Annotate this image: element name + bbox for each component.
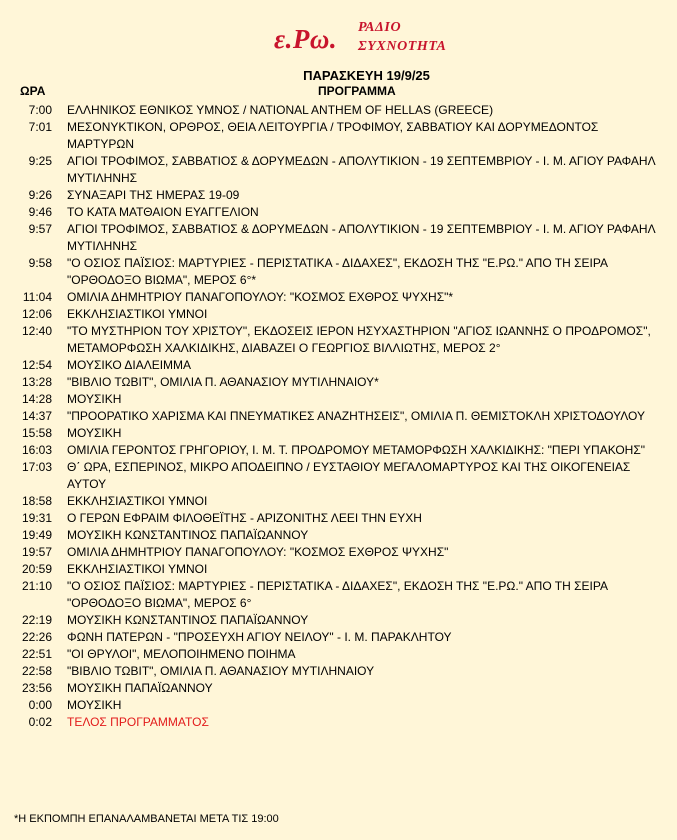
schedule-time: 7:01 — [28, 120, 52, 134]
schedule-time: 14:28 — [21, 392, 52, 406]
schedule-program: ΜΟΥΣΙΚΗ ΠΑΠΑΪΩΑΝΝΟΥ — [67, 681, 213, 695]
footnote: *Η ΕΚΠΟΜΠΗ ΕΠΑΝΑΛΑΜΒΑΝΕΤΑΙ ΜΕΤΑ ΤΙΣ 19:00 — [14, 813, 279, 825]
schedule-row — [0, 680, 677, 697]
program-column-header: ΠΡΟΓΡΑΜΜΑ — [318, 84, 396, 98]
schedule-program: ΜΟΥΣΙΚΗ — [67, 698, 122, 712]
schedule-program: ΕΚΚΛΗΣΙΑΣΤΙΚΟΙ ΥΜΝΟΙ — [67, 494, 208, 508]
schedule-row — [0, 442, 677, 459]
schedule-time: 13:28 — [21, 375, 52, 389]
schedule-row — [0, 578, 677, 612]
schedule-row — [0, 289, 677, 306]
schedule-time: 21:10 — [21, 579, 52, 593]
schedule-row — [0, 544, 677, 561]
schedule-time: 12:40 — [21, 324, 52, 338]
schedule-program: ΑΓΙΟΙ ΤΡΟΦΙΜΟΣ, ΣΑΒΒΑΤΙΟΣ & ΔΟΡΥΜΕΔΩΝ - ΑΠΟΛΥΤΙΚΙΟΝ - 19 ΣΕΠΤΕΜΒΡΙΟΥ - Ι. Μ. ΑΓΙΟΥ ΡΑΦΑΗΛ ΜΥΤΙΛΗΝΗΣ — [67, 154, 655, 185]
schedule-time: 16:03 — [21, 443, 52, 457]
station-logo — [0, 22, 677, 62]
schedule-time: 9:26 — [28, 188, 52, 202]
schedule-program: ΤΟ ΚΑΤΑ ΜΑΤΘΑΙΟΝ ΕΥΑΓΓΕΛΙΟΝ — [67, 205, 259, 219]
schedule-row — [0, 663, 677, 680]
logo-line-2: ΣΥΧΝΟΤΗΤΑ — [358, 39, 447, 54]
schedule-row — [0, 714, 677, 731]
schedule-program: "ΒΙΒΛΙΟ ΤΩΒΙΤ", ΟΜΙΛΙΑ Π. ΑΘΑΝΑΣΙΟΥ ΜΥΤΙΛΗΝΑΙΟΥ* — [67, 375, 379, 389]
schedule-program: ΟΜΙΛΙΑ ΓΕΡΟΝΤΟΣ ΓΡΗΓΟΡΙΟΥ, Ι. Μ. Τ. ΠΡΟΔΡΟΜΟΥ ΜΕΤΑΜΟΡΦΩΣΗ ΧΑΛΚΙΔΙΚΗΣ: "ΠΕΡΙ ΥΠΑΚΟΗΣ" — [67, 443, 646, 457]
schedule-time: 15:58 — [21, 426, 52, 440]
schedule-program: ΕΛΛΗΝΙΚΟΣ ΕΘΝΙΚΟΣ ΥΜΝΟΣ / NATIONAL ANTHEM OF HELLAS (GREECE) — [67, 103, 494, 117]
schedule-program: Ο ΓΕΡΩΝ ΕΦΡΑΙΜ ΦΙΛΟΘΕΪΤΗΣ - ΑΡΙΖΟΝΙΤΗΣ ΛΕΕΙ ΤΗΝ ΕΥΧΗ — [67, 511, 422, 525]
schedule-row — [0, 102, 677, 119]
schedule-time: 14:37 — [21, 409, 52, 423]
schedule-row — [0, 323, 677, 357]
schedule-row — [0, 629, 677, 646]
schedule-time: 19:49 — [21, 528, 52, 542]
schedule-time: 22:51 — [21, 647, 52, 661]
schedule-time: 12:54 — [21, 358, 52, 372]
schedule-program: "Ο ΟΣΙΟΣ ΠΑΪΣΙΟΣ: ΜΑΡΤΥΡΙΕΣ - ΠΕΡΙΣΤΑΤΙΚΑ - ΔΙΔΑΧΕΣ", ΕΚΔΟΣΗ ΤΗΣ "Ε.ΡΩ." ΑΠΟ ΤΗ ΣΕΙΡΑ "ΟΡΘΟΔΟΞΟ ΒΙΩΜΑ", ΜΕΡΟΣ 6°* — [67, 256, 608, 287]
schedule-program: ΦΩΝΗ ΠΑΤΕΡΩΝ - "ΠΡΟΣΕΥΧΗ ΑΓΙΟΥ ΝΕΙΛΟΥ" - Ι. Μ. ΠΑΡΑΚΛΗΤΟΥ — [67, 630, 452, 644]
schedule-row — [0, 306, 677, 323]
schedule-time: 19:31 — [21, 511, 52, 525]
schedule-program: ΑΓΙΟΙ ΤΡΟΦΙΜΟΣ, ΣΑΒΒΑΤΙΟΣ & ΔΟΡΥΜΕΔΩΝ - ΑΠΟΛΥΤΙΚΙΟΝ - 19 ΣΕΠΤΕΜΒΡΙΟΥ - Ι. Μ. ΑΓΙΟΥ ΡΑΦΑΗΛ ΜΥΤΙΛΗΝΗΣ — [67, 222, 655, 253]
logo-text: ε.Ρω. — [274, 24, 338, 54]
schedule-row — [0, 510, 677, 527]
schedule-row — [0, 561, 677, 578]
schedule-row — [0, 646, 677, 663]
schedule-program: ΕΚΚΛΗΣΙΑΣΤΙΚΟΙ ΥΜΝΟΙ — [67, 307, 208, 321]
schedule-row — [0, 459, 677, 493]
schedule-list — [0, 102, 677, 731]
schedule-row — [0, 408, 677, 425]
schedule-program: "ΠΡΟΟΡΑΤΙΚΟ ΧΑΡΙΣΜΑ ΚΑΙ ΠΝΕΥΜΑΤΙΚΕΣ ΑΝΑΖΗΤΗΣΕΙΣ", ΟΜΙΛΙΑ Π. ΘΕΜΙΣΤΟΚΛΗ ΧΡΙΣΤΟΔΟΥΛΟΥ — [67, 409, 645, 423]
schedule-time: 7:00 — [28, 103, 52, 117]
schedule-time: 0:00 — [28, 698, 52, 712]
logo-line-1: ΡΑΔΙΟ — [358, 20, 402, 35]
schedule-row — [0, 374, 677, 391]
schedule-date: ΠΑΡΑΣΚΕΥΗ 19/9/25 — [303, 68, 430, 83]
schedule-program: "ΒΙΒΛΙΟ ΤΩΒΙΤ", ΟΜΙΛΙΑ Π. ΑΘΑΝΑΣΙΟΥ ΜΥΤΙΛΗΝΑΙΟΥ — [67, 664, 375, 678]
schedule-row — [0, 204, 677, 221]
schedule-program: ΟΜΙΛΙΑ ΔΗΜΗΤΡΙΟΥ ΠΑΝΑΓΟΠΟΥΛΟΥ: "ΚΟΣΜΟΣ ΕΧΘΡΟΣ ΨΥΧΗΣ"* — [67, 290, 454, 304]
schedule-time: 22:19 — [21, 613, 52, 627]
time-column-header: ΩΡΑ — [20, 84, 46, 98]
schedule-program: "ΤΟ ΜΥΣΤΗΡΙΟΝ ΤΟΥ ΧΡΙΣΤΟΥ", ΕΚΔΟΣΕΙΣ ΙΕΡΟΝ ΗΣΥΧΑΣΤΗΡΙΟΝ "ΑΓΙΟΣ ΙΩΑΝΝΗΣ Ο ΠΡΟΔΡΟΜΟΣ", ΜΕΤΑΜΟΡΦΩΣΗ ΧΑΛΚΙΔΙΚΗΣ, ΔΙΑΒΑΖΕΙ Ο ΓΕΩΡΓΙΟΣ ΒΙΛΛΙΩΤΗΣ, ΜΕΡΟΣ 2° — [67, 324, 651, 355]
schedule-program: "ΟΙ ΘΡΥΛΟΙ", ΜΕΛΟΠΟΙΗΜΕΝΟ ΠΟΙΗΜΑ — [67, 647, 296, 661]
schedule-program: ΜΟΥΣΙΚΗ — [67, 392, 122, 406]
schedule-time: 17:03 — [21, 460, 52, 474]
schedule-time: 19:57 — [21, 545, 52, 559]
schedule-program: ΤΕΛΟΣ ΠΡΟΓΡΑΜΜΑΤΟΣ — [67, 715, 209, 729]
schedule-time: 23:56 — [21, 681, 52, 695]
column-headers — [0, 84, 677, 100]
schedule-time: 22:26 — [21, 630, 52, 644]
logo-subtitle — [358, 18, 446, 56]
schedule-row — [0, 153, 677, 187]
schedule-row — [0, 119, 677, 153]
schedule-time: 9:46 — [28, 205, 52, 219]
schedule-program: ΜΟΥΣΙΚΗ ΚΩΝΣΤΑΝΤΙΝΟΣ ΠΑΠΑΪΩΑΝΝΟΥ — [67, 613, 309, 627]
schedule-program: "Ο ΟΣΙΟΣ ΠΑΪΣΙΟΣ: ΜΑΡΤΥΡΙΕΣ - ΠΕΡΙΣΤΑΤΙΚΑ - ΔΙΔΑΧΕΣ", ΕΚΔΟΣΗ ΤΗΣ "Ε.ΡΩ." ΑΠΟ ΤΗ ΣΕΙΡΑ "ΟΡΘΟΔΟΞΟ ΒΙΩΜΑ", ΜΕΡΟΣ 6° — [67, 579, 608, 610]
schedule-time: 12:06 — [21, 307, 52, 321]
schedule-row — [0, 391, 677, 408]
schedule-row — [0, 612, 677, 629]
schedule-program: ΜΕΣΟΝΥΚΤΙΚΟΝ, ΟΡΘΡΟΣ, ΘΕΙΑ ΛΕΙΤΟΥΡΓΙΑ / ΤΡΟΦΙΜΟΥ, ΣΑΒΒΑΤΙΟΥ ΚΑΙ ΔΟΡΥΜΕΔΟΝΤΟΣ ΜΑΡΤΥΡΩΝ — [67, 120, 599, 151]
schedule-time: 18:58 — [21, 494, 52, 508]
schedule-row — [0, 255, 677, 289]
schedule-time: 9:57 — [28, 222, 52, 236]
schedule-row — [0, 221, 677, 255]
schedule-row — [0, 425, 677, 442]
schedule-time: 20:59 — [21, 562, 52, 576]
schedule-time: 11:04 — [22, 290, 52, 304]
schedule-time: 9:58 — [28, 256, 52, 270]
schedule-row — [0, 357, 677, 374]
schedule-program: ΜΟΥΣΙΚΗ ΚΩΝΣΤΑΝΤΙΝΟΣ ΠΑΠΑΪΩΑΝΝΟΥ — [67, 528, 309, 542]
schedule-program: ΜΟΥΣΙΚΟ ΔΙΑΛΕΙΜΜΑ — [67, 358, 192, 372]
schedule-row — [0, 527, 677, 544]
schedule-program: Θ΄ ΩΡΑ, ΕΣΠΕΡΙΝΟΣ, ΜΙΚΡΟ ΑΠΟΔΕΙΠΝΟ / ΕΥΣΤΑΘΙΟΥ ΜΕΓΑΛΟΜΑΡΤΥΡΟΣ ΚΑΙ ΤΗΣ ΟΙΚΟΓΕΝΕΙΑΣ ΑΥΤΟΥ — [67, 460, 631, 491]
schedule-time: 9:25 — [28, 154, 52, 168]
schedule-program: ΜΟΥΣΙΚΗ — [67, 426, 122, 440]
schedule-time: 0:02 — [28, 715, 52, 729]
schedule-program: ΕΚΚΛΗΣΙΑΣΤΙΚΟΙ ΥΜΝΟΙ — [67, 562, 208, 576]
schedule-program: ΣΥΝΑΞΑΡΙ ΤΗΣ ΗΜΕΡΑΣ 19-09 — [67, 188, 240, 202]
schedule-row — [0, 493, 677, 510]
schedule-row — [0, 187, 677, 204]
schedule-program: ΟΜΙΛΙΑ ΔΗΜΗΤΡΙΟΥ ΠΑΝΑΓΟΠΟΥΛΟΥ: "ΚΟΣΜΟΣ ΕΧΘΡΟΣ ΨΥΧΗΣ" — [67, 545, 449, 559]
schedule-row — [0, 697, 677, 714]
schedule-time: 22:58 — [21, 664, 52, 678]
